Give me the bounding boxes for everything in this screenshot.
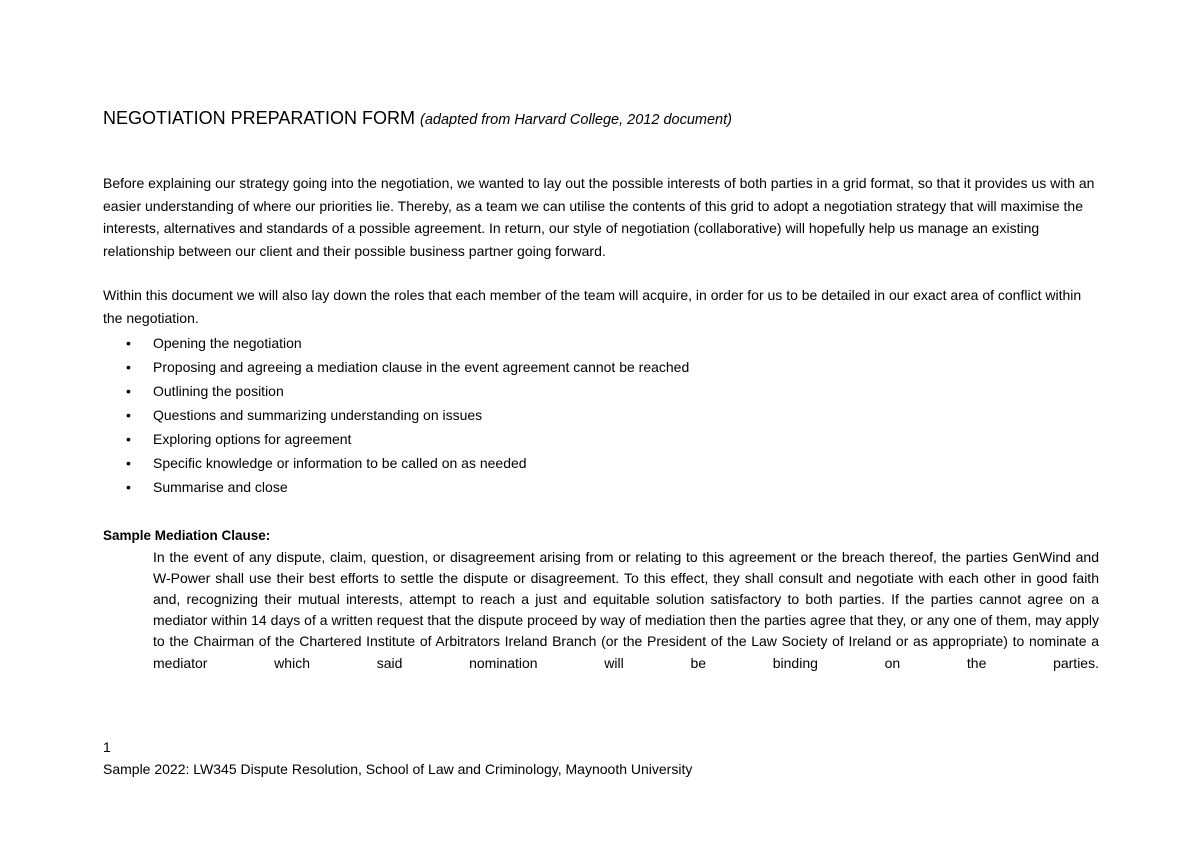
roles-list-item bbox=[103, 331, 1098, 355]
mediation-clause-heading: Sample Mediation Clause: bbox=[103, 527, 271, 543]
bullet-icon: • bbox=[126, 430, 131, 447]
roles-list-item bbox=[103, 427, 1098, 451]
role-label: Questions and summarizing understanding on issues bbox=[153, 406, 483, 423]
roles-intro-paragraph: Within this document we will also lay down the roles that each member of the team will acquire, in order for us to be detailed in our exact area of conflict within the negotiation. bbox=[103, 287, 1082, 326]
roles-list bbox=[103, 331, 1098, 499]
footer-text: Sample 2022: LW345 Dispute Resolution, School of Law and Criminology, Maynooth University bbox=[103, 761, 693, 777]
roles-list-item bbox=[103, 475, 1098, 499]
bullet-icon: • bbox=[126, 334, 131, 351]
page-footer bbox=[103, 736, 1003, 780]
roles-list-item bbox=[103, 379, 1098, 403]
document-body bbox=[103, 105, 1098, 674]
bullet-icon: • bbox=[126, 358, 131, 375]
bullet-icon: • bbox=[126, 478, 131, 495]
title-main: NEGOTIATION PREPARATION FORM bbox=[103, 108, 416, 128]
roles-list-item bbox=[103, 451, 1098, 475]
role-label: Opening the negotiation bbox=[153, 334, 302, 351]
title-subtitle: (adapted from Harvard College, 2012 document) bbox=[420, 112, 732, 128]
mediation-clause-text: In the event of any dispute, claim, question, or disagreement arising from or relating to this agreement or the breach thereof, the parties GenWind and W-Power shall use their best efforts to settle the dispute or disagreement. To this effect, they shall consult and negotiate with each other in good faith and, recognizing their mutual interests, attempt to reach a just and equitable solution satisfactory to both parties. If the parties cannot agree on a mediator within 14 days of a written request that the dispute proceed by way of mediation then the parties agree that they, or any one of them, may apply to the Chairman of the Chartered Institute of Arbitrators Ireland Branch (or the President of the Law Society of Ireland or as appropriate) to nominate a mediator which said nomination will be binding on the parties. bbox=[153, 548, 1099, 671]
role-label: Summarise and close bbox=[153, 478, 288, 495]
role-label: Specific knowledge or information to be called on as needed bbox=[153, 454, 527, 471]
roles-list-item bbox=[103, 355, 1098, 379]
role-label: Proposing and agreeing a mediation clause in the event agreement cannot be reached bbox=[153, 358, 690, 375]
role-label: Exploring options for agreement bbox=[153, 430, 352, 447]
role-label: Outlining the position bbox=[153, 382, 284, 399]
bullet-icon: • bbox=[126, 382, 131, 399]
bullet-icon: • bbox=[126, 454, 131, 471]
intro-paragraph: Before explaining our strategy going into the negotiation, we wanted to lay out the possible interests of both parties in a grid format, so that it provides us with an easier understanding of where our priorities lie. Thereby, as a team we can utilise the contents of this grid to adopt a negotiation strategy that will maximise the interests, alternatives and standards of a possible agreement. In return, our style of negotiation (collaborative) will hopefully help us manage an existing relationship between our client and their possible business partner going forward. bbox=[103, 175, 1095, 259]
roles-list-item bbox=[103, 403, 1098, 427]
page-number: 1 bbox=[103, 739, 111, 755]
document-title bbox=[103, 105, 1098, 133]
bullet-icon: • bbox=[126, 406, 131, 423]
